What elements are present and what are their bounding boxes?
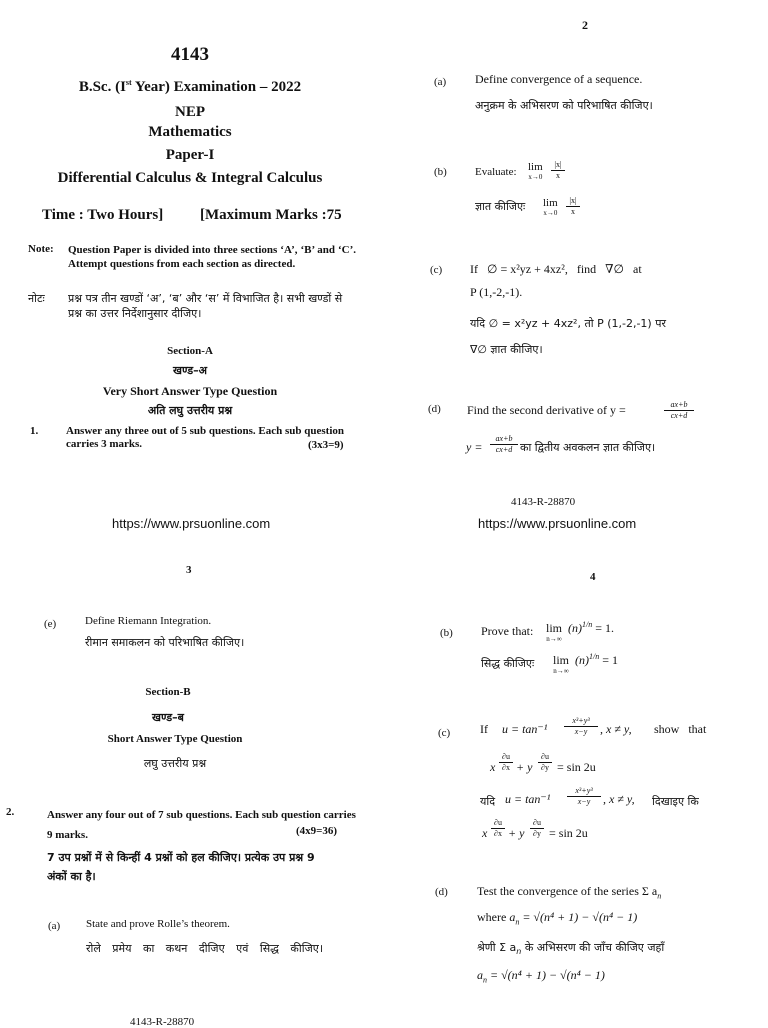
q4-b-expr-hindi: $(n)^{1/n} = 1$ — [575, 652, 619, 667]
q-a-label: (a) — [434, 76, 447, 88]
q4-c-hindi-fraction: x³+y³ x−y — [567, 786, 601, 806]
q4-b-limit: lim n→∞ — [546, 621, 563, 643]
page-number-2: 2 — [582, 18, 588, 32]
q4-c-fraction: x³+y³ x−y — [564, 716, 598, 736]
q-a-hindi: अनुक्रम के अभिसरण को परिभाषित कीजिए। — [475, 99, 653, 112]
exam-title: B.Sc. (Ist Year) Examination – 2022 — [78, 78, 302, 95]
q4-c-u: u = tan⁻¹ — [502, 722, 548, 736]
scheme: NEP — [175, 104, 205, 120]
website-link-2[interactable]: https://www.prsuonline.com — [478, 516, 637, 531]
q4-d-label: (d) — [435, 886, 448, 898]
q-e-label: (e) — [44, 618, 57, 630]
q4-d-english: Test the convergence of the series Σ $a_n$ — [477, 884, 662, 901]
q2-marks: (4x9=36) — [296, 825, 338, 837]
q-d-hindi-y: y = — [466, 440, 483, 454]
note-english: Question Paper is divided into three sections ‘A’, ‘B’ and ‘C’. Attempt questions from each section as directed. — [68, 244, 356, 270]
q1-marks: (3x3=9) — [308, 439, 344, 451]
q-b-limit: lim x→0 — [528, 161, 543, 181]
q2-hindi: 7 उप प्रश्नों में से किन्हीं 4 प्रश्नों को हल कीजिए। प्रत्येक उप प्रश्न 9 अंकों का है। — [47, 851, 315, 883]
q-b-label: (b) — [434, 166, 447, 178]
q4-c-label: (c) — [438, 727, 451, 739]
section-b-title: Section-B — [145, 686, 191, 698]
q-b-fraction: |x| x — [551, 160, 565, 180]
paper-number: Paper-I — [165, 147, 215, 163]
q4-c-hindi-post: दिखाइए कि — [652, 795, 699, 808]
q-a-english: Define convergence of a sequence. — [475, 72, 643, 86]
paper-code: 4143 — [171, 44, 209, 65]
q-b-hindi: ज्ञात कीजिएः — [475, 200, 526, 213]
q-b-english: Evaluate: — [475, 166, 517, 178]
q4-c-if: If — [480, 722, 488, 736]
note-label: Note: — [28, 243, 54, 255]
section-b-hindi: खण्ड–ब — [152, 711, 184, 724]
q4-b-expr: $(n)^{1/n} = 1$. — [568, 620, 615, 635]
q-d-fraction-hindi: ax+b cx+d — [490, 434, 518, 454]
q-c-label: (c) — [430, 264, 443, 276]
sa-heading-hindi: लघु उत्तरीय प्रश्न — [143, 757, 207, 770]
page-number-3: 3 — [186, 564, 192, 576]
q-d-fraction: ax+b cx+d — [664, 400, 694, 420]
q4-b-label: (b) — [440, 627, 453, 639]
q-c-hindi-2: ∇∅ ज्ञात कीजिए। — [470, 343, 543, 356]
section-a-hindi: खण्ड–अ — [172, 364, 207, 377]
q1-instruction: Answer any three out of 5 sub questions. Each sub question carries 3 marks. — [66, 425, 345, 450]
q2-instruction: Answer any four out of 7 sub questions. Each sub question carries 9 marks. — [47, 809, 356, 841]
q-c-hindi-1: यदि ∅ = x²yz + 4xz², तो P (1,-2,-1) पर — [470, 317, 666, 330]
q4-b-english: Prove that: — [481, 624, 534, 638]
q-d-label: (d) — [428, 403, 441, 415]
q4-b-limit-hindi: lim n→∞ — [553, 653, 570, 675]
q4-d-hindi: श्रेणी Σ $a_n$ के अभिसरण की जाँच कीजिए जहाँ — [477, 941, 665, 957]
q2-a-label: (a) — [48, 920, 61, 932]
q4-c-cond: , x ≠ y, — [600, 722, 632, 736]
q-e-english: Define Riemann Integration. — [85, 615, 212, 627]
note-hindi: प्रश्न पत्र तीन खण्डों ‘अ’, ‘ब’ और ‘स’ में विभाजित है। सभी खण्डों से प्रश्न का उत्तर निर्देशानुसार दीजिए। — [68, 292, 343, 320]
q-d-hindi: का द्वितीय अवकलन ज्ञात कीजिए। — [520, 441, 656, 454]
subject: Mathematics — [148, 124, 232, 140]
time-allowed: Time : Two Hours] — [42, 207, 164, 223]
q4-c-hindi-cond: , x ≠ y, — [603, 792, 635, 806]
footer-code-3: 4143-R-28870 — [130, 1016, 195, 1028]
q4-c-hindi-pre: यदि — [480, 795, 496, 808]
q4-b-hindi: सिद्ध कीजिएः — [481, 657, 535, 670]
q-c-english-2: P (1,-2,-1). — [470, 285, 523, 299]
vsa-heading-hindi: अति लघु उत्तरीय प्रश्न — [147, 404, 233, 417]
sa-heading: Short Answer Type Question — [107, 733, 243, 745]
section-a-title: Section-A — [167, 345, 213, 357]
note-hindi-label: नोटः — [28, 292, 45, 305]
footer-code-2: 4143-R-28870 — [511, 496, 576, 508]
q4-d-expr-hindi: $a_n = √(n^4 + 1) - √(n^4 - 1)$ — [477, 968, 605, 985]
q-d-english: Find the second derivative of y = — [467, 403, 626, 417]
q4-d-where: where $a_n = √(n^4 + 1) - √(n^4 - 1)$ — [477, 910, 638, 927]
q-b-fraction-hindi: |x| x — [566, 196, 580, 216]
q2-a-hindi: रोले प्रमेय का कथन दीजिए एवं सिद्ध कीजिए। — [86, 942, 323, 955]
website-link-1[interactable]: https://www.prsuonline.com — [112, 516, 271, 531]
q2-a-english: State and prove Rolle’s theorem. — [86, 918, 230, 930]
paper-title: Differential Calculus & Integral Calculus — [57, 170, 323, 186]
q4-c-hindi-u: u = tan⁻¹ — [505, 792, 551, 806]
q2-number: 2. — [6, 806, 15, 818]
q-b-limit-hindi: lim x→0 — [543, 197, 558, 217]
vsa-heading: Very Short Answer Type Question — [102, 384, 278, 398]
q1-number: 1. — [30, 425, 39, 437]
q-c-english-1: If ∅ = x²yz + 4xz², find ∇∅ at — [470, 262, 642, 276]
page-number-4: 4 — [590, 571, 596, 583]
q4-c-show: show that — [654, 722, 707, 736]
max-marks: [Maximum Marks :75 — [200, 207, 342, 223]
q-e-hindi: रीमान समाकलन को परिभाषित कीजिए। — [85, 636, 245, 649]
